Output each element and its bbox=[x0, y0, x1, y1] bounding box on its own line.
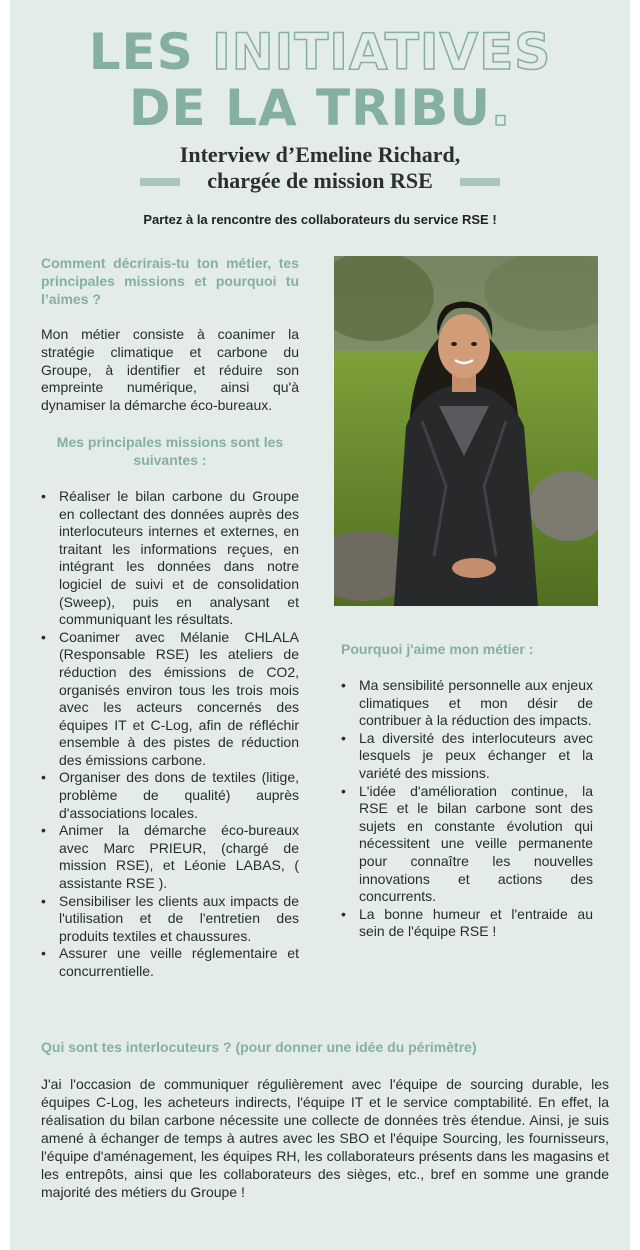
newsletter-page bbox=[10, 0, 630, 1250]
interlocutors-section bbox=[41, 1038, 609, 1201]
title-line2-text: DE LA TRIBU bbox=[129, 79, 491, 137]
list-item: • Organiser des dons de textiles (litige, problème de qualité) auprès d'associations locales. bbox=[41, 769, 299, 822]
missions-heading: Mes principales missions sont les suivantes : bbox=[56, 433, 284, 468]
page-title bbox=[10, 23, 630, 137]
intro-text: Partez à la rencontre des collaborateurs du service RSE ! bbox=[143, 212, 497, 227]
interlocutors-heading: Qui sont tes interlocuteurs ? (pour donner une idée du périmètre) bbox=[41, 1039, 477, 1055]
list-item: • Ma sensibilité personnelle aux enjeux climatiques et mon désir de contribuer à la réduction des impacts. bbox=[341, 677, 593, 730]
subtitle-right-bar bbox=[460, 178, 500, 186]
title-dot: . bbox=[490, 79, 511, 137]
subtitle-line-1: Interview d’Emeline Richard, bbox=[179, 142, 461, 167]
question-heading: Comment décrirais-tu ton métier, tes principales missions et pourquoi tu l’aimes ? bbox=[41, 255, 299, 307]
title-line-de-la-tribu bbox=[10, 79, 630, 137]
list-item: • La diversité des interlocuteurs avec lesquels je peux échanger et la variété des missions. bbox=[341, 730, 593, 783]
title-word-les: LES bbox=[88, 23, 194, 81]
answer-paragraph: Mon métier consiste à coanimer la stratégie climatique et carbone du Groupe, à identifier et réduire son empreinte numérique, ainsi qu'à dynamiser la démarche éco-bureaux. bbox=[41, 326, 299, 414]
portrait-illustration bbox=[334, 256, 598, 606]
list-item: • La bonne humeur et l'entraide au sein de l'équipe RSE ! bbox=[341, 906, 593, 941]
interlocutors-paragraph: J'ai l'occasion de communiquer régulièrement avec l'équipe de sourcing durable, les équipes C-Log, les acheteurs indirects, l'équipe IT et le service comptabilité. En effet, la réalisation du bilan carbone nécessite une collecte de données très étendue. Ainsi, je suis amené à échanger de temps à autres avec les SBO et l'équipe Sourcing, les fournisseurs, l'équipe d'aménagement, les équipes RH, les collaborateurs présents dans les magasins et les entrepôts, ainsi que les collaborateurs des sièges, etc., bref en somme une grande majorité des métiers du Groupe ! bbox=[41, 1076, 609, 1200]
interview-subtitle bbox=[10, 142, 630, 194]
subtitle-left-bar bbox=[140, 178, 180, 186]
reasons-list bbox=[341, 677, 593, 941]
reasons-heading: Pourquoi j'aime mon métier : bbox=[341, 641, 534, 657]
list-item: • L'idée d'amélioration continue, la RSE et le bilan carbone sont des sujets en constante évolution qui nécessitent une veille permanente pour connaître les nouvelles innovations et actions des concurrents. bbox=[341, 783, 593, 906]
subtitle-line-2: chargée de mission RSE bbox=[207, 168, 433, 193]
list-item: • Réaliser le bilan carbone du Groupe en collectant des données auprès des interlocuteurs internes et externes, en traitant les informations reçues, en intégrant les données dans notre logiciel de suivi et de consolidation (Sweep), puis en analysant et communiquant les résultats. bbox=[41, 488, 299, 629]
list-item: • Animer la démarche éco-bureaux avec Marc PRIEUR, (chargé de mission RSE), et Léonie LABAS, ( assistante RSE ). bbox=[41, 822, 299, 892]
title-word-initiatives: INITIATIVES bbox=[212, 23, 552, 81]
missions-list bbox=[41, 488, 299, 981]
left-column bbox=[41, 254, 299, 981]
list-item: • Coanimer avec Mélanie CHLALA (Responsable RSE) les ateliers de réduction des émissions de CO2, organisés environ tous les trois mois avec les acteurs concernés des équipes IT et C-Log, afin de réfléchir ensemble à des pistes de réduction des émissions carbone. bbox=[41, 629, 299, 770]
portrait-photo bbox=[334, 256, 598, 606]
right-column bbox=[341, 640, 593, 941]
list-item: • Sensibiliser les clients aux impacts de l'utilisation et de l'entretien des produits textiles et chaussures. bbox=[41, 893, 299, 946]
list-item: • Assurer une veille réglementaire et concurrentielle. bbox=[41, 945, 299, 980]
